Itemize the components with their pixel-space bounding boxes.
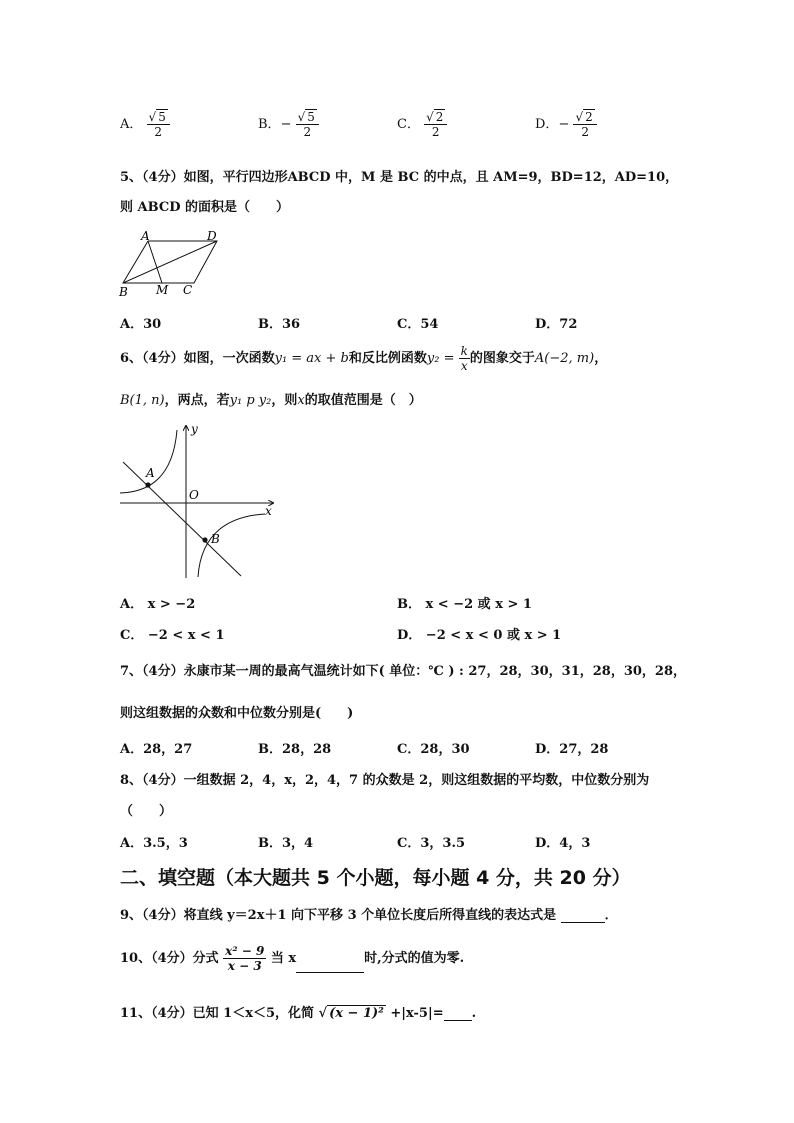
q7-option-c: C．28，30 [397, 742, 470, 757]
q7-stem-line2: 则这组数据的众数和中位数分别是( ) [120, 706, 354, 721]
q8-option-a: A．3.5，3 [120, 836, 188, 851]
q10-fraction: $\frac{\text{x² − 9}}{x - 3}$ [225, 944, 265, 973]
linear-function-line [123, 462, 241, 576]
label-a: A [146, 466, 155, 480]
q4-option-d-fraction: $\frac{√ 2}{2}$ [573, 110, 596, 139]
q5-stem-line2: 则 ABCD 的面积是（ ） [120, 200, 289, 215]
segment-am [148, 241, 162, 283]
q11-answer-blank[interactable] [444, 1006, 472, 1021]
q8-option-b: B．3，4 [258, 836, 314, 851]
label-x: x [265, 504, 272, 518]
section-2-title: 二、填空题（本大题共 5 个小题，每小题 4 分，共 20 分） [120, 867, 631, 889]
q10-answer-blank[interactable] [296, 958, 364, 973]
q8-stem-line1: 8、（4分）一组数据 2，4，x，2，4，7 的众数是 2，则这组数据的平均数，中位数分别为 [120, 773, 650, 788]
label-b: B [211, 532, 220, 546]
q9-answer-blank[interactable] [561, 908, 605, 923]
label-y: y [191, 422, 198, 436]
q5-option-b: B．36 [258, 317, 301, 332]
q5-parallelogram-figure [115, 228, 225, 298]
label-c: C [183, 283, 193, 297]
q6-option-b: B． x < −2 或 x > 1 [397, 597, 532, 612]
q6-option-c: C． −2 < x < 1 [120, 628, 225, 643]
q5-option-d: D．72 [535, 317, 578, 332]
point-b [202, 537, 207, 542]
q4-option-c-fraction: $\frac{√ 2}{2}$ [424, 110, 447, 139]
q4-option-c: C． $\frac{√ 2}{2}$ [397, 110, 447, 139]
q5-stem-line1: 5、（4分）如图，平行四边形ABCD 中，M 是 BC 的中点，且 AM=9，BD=12，AD=10， [120, 170, 679, 185]
q7-stem-line1: 7、（4分）永康市某一周的最高气温统计如下( 单位：℃ ) : 27，28，30，31，28，30，28， [120, 664, 687, 679]
label-o: O [189, 488, 199, 502]
q10-stem: 10、（4分）分式 $\frac{\text{x² − 9}}{x - 3}$ 当 x 时,分式的值为零. [120, 944, 465, 973]
q4-option-d: D．− $\frac{√ 2}{2}$ [535, 110, 597, 139]
point-a [145, 482, 150, 487]
q7-option-b: B．28，28 [258, 742, 332, 757]
q4-option-a-fraction: $\frac{√ 5}{2}$ [147, 110, 170, 139]
q4-option-b-fraction: $\frac{√ 5}{2}$ [296, 110, 319, 139]
q11-radical: √ (x − 1)² [318, 1006, 384, 1021]
q6-option-a: A． x > −2 [120, 597, 196, 612]
q6-k-over-x: $\frac{k}{x}$ [460, 344, 468, 373]
q9-stem: 9、（4分）将直线 y＝2x＋1 向下平移 3 个单位长度后所得直线的表达式是 ． [120, 908, 618, 923]
label-a: A [141, 229, 150, 243]
q6-function-graph [115, 422, 280, 584]
q6-stem-line1: 6、（4分）如图，一次函数y₁ = ax + b和反比例函数y₂ = $\frac{k}{x}$ 的图象交于A(−2, m)， [120, 344, 608, 373]
q7-option-a: A．28，27 [120, 742, 193, 757]
q8-option-d: D．4，3 [535, 836, 591, 851]
q5-option-c: C．54 [397, 317, 439, 332]
label-d: D [207, 229, 217, 243]
q11-stem: 11、（4分）已知 1＜x＜5，化简 √ (x − 1)² +|x-5|= . [120, 1006, 477, 1021]
hyperbola-branch-right [198, 514, 265, 577]
q8-stem-line2: （ ） [120, 804, 173, 819]
q6-option-d: D． −2 < x < 0 或 x > 1 [397, 628, 562, 643]
q7-option-d: D．27，28 [535, 742, 609, 757]
q4-option-a: A． $\frac{√ 5}{2}$ [120, 110, 170, 139]
segment-bd [123, 241, 217, 283]
q6-stem-line2: B(1, n)，两点，若y₁ p y₂，则x的取值范围是（ ） [120, 393, 422, 408]
label-m: M [156, 283, 169, 297]
q4-option-b: B．− $\frac{√ 5}{2}$ [258, 110, 319, 139]
q8-option-c: C．3，3.5 [397, 836, 466, 851]
label-b: B [119, 285, 128, 298]
q5-option-a: A．30 [120, 317, 162, 332]
